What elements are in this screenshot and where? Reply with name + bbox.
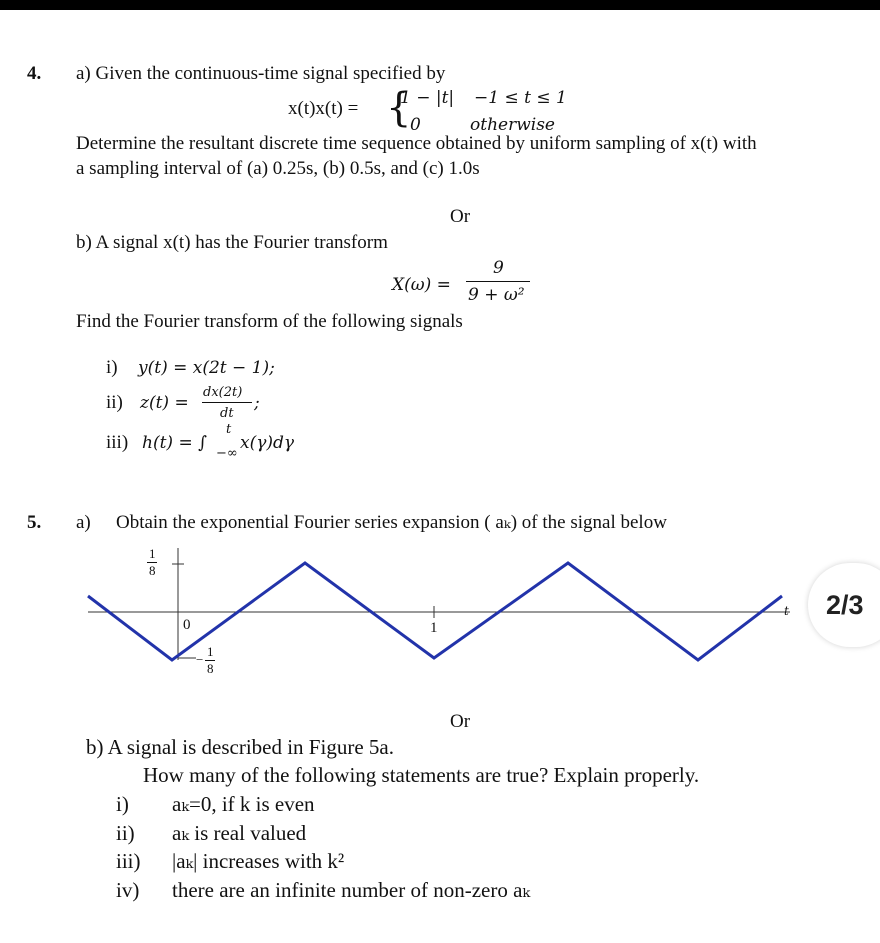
y-bot-numerator: 1 [207, 644, 214, 659]
y-top-numerator: 1 [149, 546, 156, 561]
q4b-ft-numerator: 9 [493, 258, 504, 278]
q4a-piecewise-brace: { [386, 85, 412, 131]
q4a-determine-line2: a sampling interval of (a) 0.25s, (b) 0.5s, and (c) 1.0s [76, 158, 480, 179]
page-indicator-text: 2/3 [826, 590, 864, 620]
q4b-item2-lhs: z(t) = [140, 393, 189, 413]
y-top-denominator: 8 [149, 563, 156, 578]
statement-2-label: ii) [116, 821, 135, 845]
question-5-number: 5. [27, 512, 42, 533]
q4b-item3-body: x(γ)dγ [240, 433, 295, 453]
statement-4-text: there are an infinite number of non-zero aₖ [172, 878, 531, 902]
q4b-intro: b) A signal x(t) has the Fourier transform [76, 232, 388, 253]
x-axis-label: t [784, 604, 789, 618]
q4b-find-text: Find the Fourier transform of the following signals [76, 311, 463, 332]
x-one-label: 1 [430, 620, 438, 636]
statement-1-text: aₖ=0, if k is even [172, 792, 315, 816]
q4b-item3-lower-limit: −∞ [216, 446, 238, 461]
q4a-case2-cond: otherwise [470, 115, 555, 135]
q4a-eq-lhs-text: x(t)x(t) = [288, 98, 359, 119]
y-bot-minus: − [196, 652, 204, 667]
q4a-case2-expr: 0 [410, 115, 421, 135]
q4b-item3-label: iii) [106, 432, 129, 453]
q4b-item2-numerator: dx(2t) [203, 385, 243, 400]
q4b-ft-denominator: 9 + ω² [468, 285, 525, 305]
q4b-item2-label: ii) [106, 392, 123, 413]
q4a-determine-line1: Determine the resultant discrete time sequence obtained by uniform sampling of x(t) with [76, 133, 757, 154]
q4b-item3-lhs: h(t) = ∫ [142, 433, 207, 453]
q4b-ft-lhs: X(ω) = [392, 275, 451, 295]
q5b-intro: b) A signal is described in Figure 5a. [86, 735, 394, 759]
question-4-number: 4. [27, 63, 42, 84]
q4b-item1-expr: y(t) = x(2t − 1); [138, 358, 275, 378]
statement-4-label: iv) [116, 878, 140, 902]
q5a-label: a) [76, 512, 91, 533]
q4a-case1-expr: 1 − |t| [400, 88, 455, 108]
statement-3-text: |aₖ| increases with k² [172, 849, 345, 873]
q4b-item1-label: i) [106, 357, 118, 378]
q4a-case1-cond: −1 ≤ t ≤ 1 [474, 88, 567, 108]
q4b-item2-denominator: dt [220, 406, 234, 421]
statement-3-label: iii) [116, 849, 141, 873]
q5-or: Or [450, 711, 471, 732]
x-origin-label: 0 [183, 617, 191, 633]
statement-2-text: aₖ is real valued [172, 821, 307, 845]
statement-1-label: i) [116, 792, 129, 816]
q5b-question: How many of the following statements are true? Explain properly. [143, 763, 700, 787]
q4b-item2-tail: ; [254, 393, 260, 413]
q4a-intro: a) Given the continuous-time signal specified by [76, 63, 446, 84]
q4b-item3-upper-limit: t [226, 422, 232, 437]
q5a-text: Obtain the exponential Fourier series expansion ( aₖ) of the signal below [116, 512, 667, 533]
y-bot-denominator: 8 [207, 661, 214, 676]
q4-or: Or [450, 206, 471, 227]
